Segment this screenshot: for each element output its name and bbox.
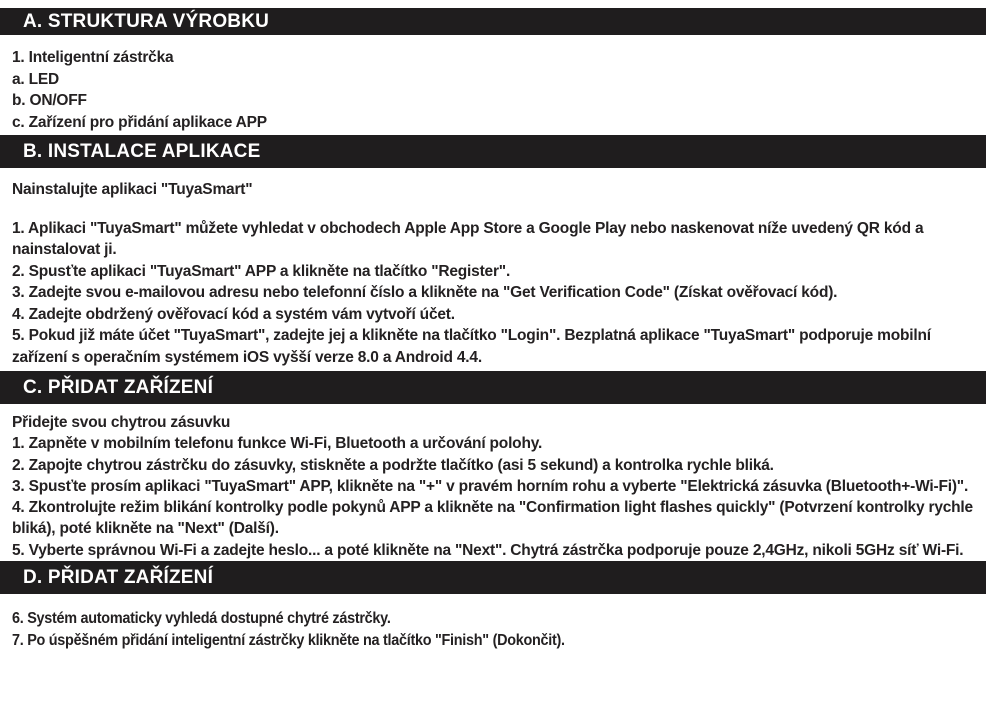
intro-line: Nainstalujte aplikaci "TuyaSmart" xyxy=(12,181,253,198)
section-b-intro xyxy=(12,179,974,201)
section-c-body xyxy=(12,412,974,561)
section-b-body xyxy=(12,218,974,369)
list-item: 4. Zkontrolujte režim blikání kontrolky podle pokynů APP a klikněte na "Confirmation light flashes quickly" (Potvrzení kontrolky rychle bliká), poté klikněte na "Next" (Další). xyxy=(12,499,973,538)
list-item: 5. Pokud již máte účet "TuyaSmart", zadejte jej a klikněte na tlačítko "Login". Bezplatná aplikace "TuyaSmart" podporuje mobilní zařízení s operačním systémem iOS vyšší verze 8.0 a Android 4.4. xyxy=(12,327,931,366)
section-add-device-continued xyxy=(0,561,986,651)
list-item: 1. Zapněte v mobilním telefonu funkce Wi-Fi, Bluetooth a určování polohy. xyxy=(12,435,543,453)
list-item: c. Zařízení pro přidání aplikace APP xyxy=(12,113,267,131)
list-item: 2. Zapojte chytrou zástrčku do zásuvky, stiskněte a podržte tlačítko (asi 5 sekund) a kontrolka rychle bliká. xyxy=(12,456,774,474)
list-item: 1. Aplikaci "TuyaSmart" můžete vyhledat v obchodech Apple App Store a Google Play nebo naskenovat níže uvedený QR kód a nainstalovat ji. xyxy=(12,219,924,258)
list-item: 4. Zadejte obdržený ověřovací kód a systém vám vytvoří účet. xyxy=(12,305,455,323)
list-item: 3. Spusťte prosím aplikaci "TuyaSmart" APP, klikněte na "+" v pravém horním rohu a vyberte "Elektrická zásuvka (Bluetooth+-Wi-Fi)". xyxy=(12,477,969,495)
section-a-header-bar xyxy=(0,8,986,35)
section-app-installation xyxy=(0,135,986,368)
section-add-device xyxy=(0,371,986,561)
list-item: 2. Spusťte aplikaci "TuyaSmart" APP a klikněte na tlačítko "Register". xyxy=(12,262,511,280)
list-item: 7. Po úspěšném přidání inteligentní zástrčky klikněte na tlačítko "Finish" (Dokončit). xyxy=(12,631,565,649)
section-c-header-bar xyxy=(0,371,986,404)
section-d-header-bar xyxy=(0,561,986,594)
section-c-title: C. PŘIDAT ZAŘÍZENÍ xyxy=(23,377,214,398)
section-b-title: B. INSTALACE APLIKACE xyxy=(23,141,261,162)
intro-line: Přidejte svou chytrou zásuvku xyxy=(12,414,231,431)
section-a-body xyxy=(12,47,974,133)
list-item: 6. Systém automaticky vyhledá dostupné chytré zástrčky. xyxy=(12,610,391,628)
list-item: b. ON/OFF xyxy=(12,92,87,109)
list-item: 3. Zadejte svou e-mailovou adresu nebo telefonní číslo a klikněte na "Get Verification Code" (Získat ověřovací kód). xyxy=(12,284,838,301)
section-d-title: D. PŘIDAT ZAŘÍZENÍ xyxy=(23,567,214,589)
section-a-title: A. STRUKTURA VÝROBKU xyxy=(23,11,270,32)
section-product-structure xyxy=(0,8,986,133)
list-item: 1. Inteligentní zástrčka xyxy=(12,49,174,66)
section-d-body xyxy=(12,608,979,651)
list-item: a. LED xyxy=(12,70,60,88)
list-item: 5. Vyberte správnou Wi-Fi a zadejte heslo... a poté klikněte na "Next". Chytrá zástrčka podporuje pouze 2,4GHz, nikoli 5GHz síť Wi-Fi. xyxy=(12,541,964,559)
section-b-header-bar xyxy=(0,135,986,168)
